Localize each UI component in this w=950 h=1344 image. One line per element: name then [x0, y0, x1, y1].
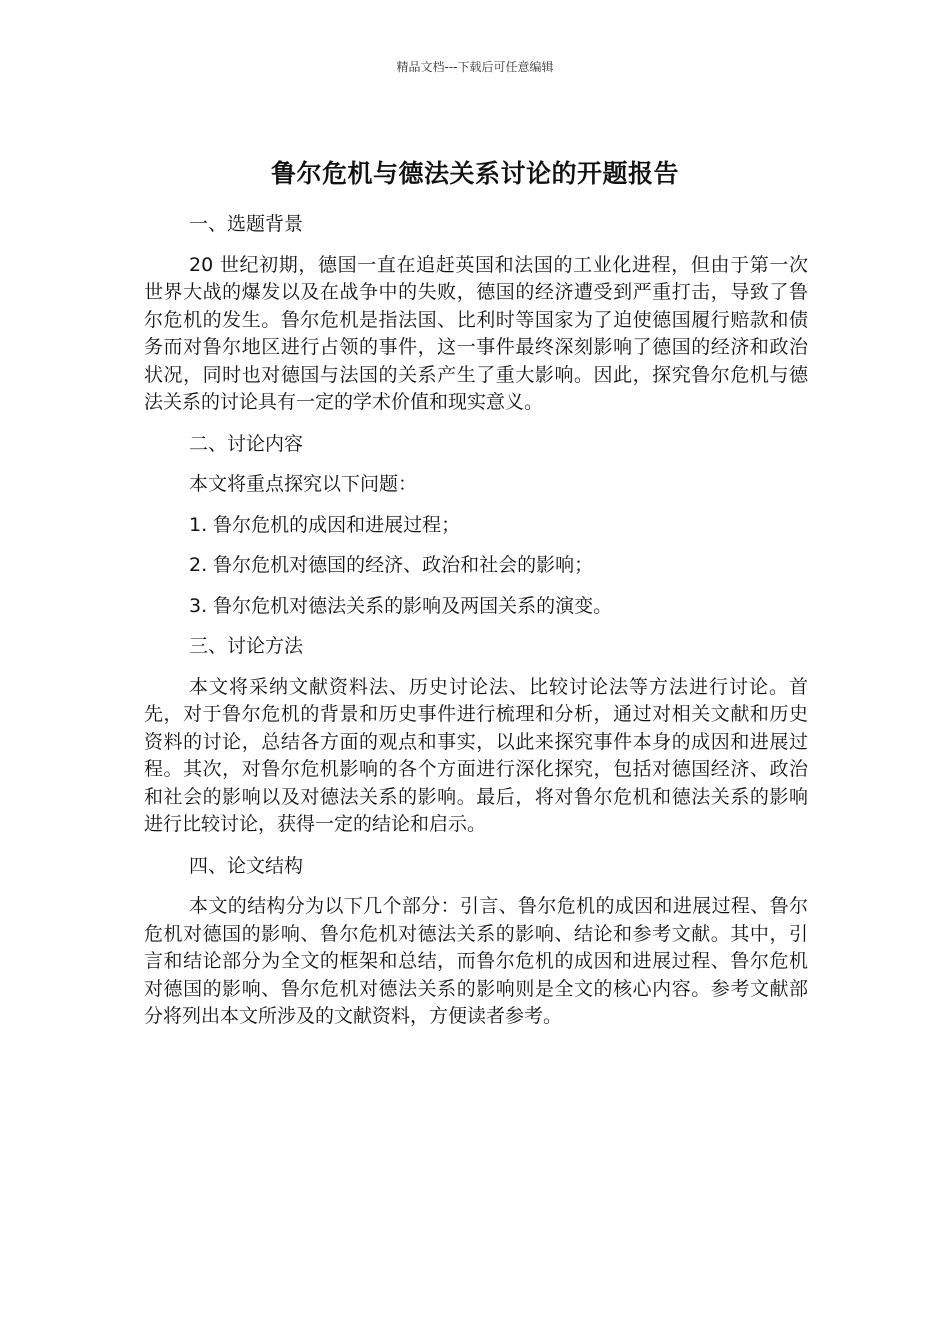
- section-heading: 三、讨论方法: [189, 635, 304, 657]
- document-title: 鲁尔危机与德法关系讨论的开题报告: [270, 158, 679, 188]
- paragraph: 本文将采纳文献资料法、历史讨论法、比较讨论法等方法进行讨论。首先，对于鲁尔危机的背景和历史事件进行梳理和分析，通过对相关文献和历史资料的讨论，总结各方面的观点和事实，以此来探究事件本身的成因和进展过程。其次，对鲁尔危机影响的各个方面进行深化探究，包括对德国经济、政治和社会的影响以及对德法关系的影响。最后，将对鲁尔危机和德法关系的影响进行比较讨论，获得一定的结论和启示。: [144, 675, 808, 835]
- list-item: 2. 鲁尔危机对德国的经济、政治和社会的影响；: [189, 554, 594, 576]
- header-note: 精品文档---下载后可任意编辑: [396, 60, 554, 74]
- list-item: 1. 鲁尔危机的成因和进展过程；: [189, 513, 461, 536]
- paragraph: 本文将重点探究以下问题：: [189, 473, 418, 495]
- list-item: 3. 鲁尔危机对德法关系的影响及两国关系的演变。: [189, 594, 613, 617]
- paragraph: 20 世纪初期，德国一直在追赶英国和法国的工业化进程，但由于第一次世界大战的爆发以及在战争中的失败，德国的经济遭受到严重打击，导致了鲁尔危机的发生。鲁尔危机是指法国、比利时等国家为了迫使德国履行赔款和债务而对鲁尔地区进行占领的事件，这一事件最终深刻影响了德国的经济和政治状况，同时也对德国与法国的关系产生了重大影响。因此，探究鲁尔危机与德法关系的讨论具有一定的学术价值和现实意义。: [144, 253, 808, 413]
- section-heading: 一、选题背景: [189, 213, 304, 235]
- section-heading: 二、讨论内容: [189, 432, 304, 455]
- paragraph: 本文的结构分为以下几个部分：引言、鲁尔危机的成因和进展过程、鲁尔危机对德国的影响、鲁尔危机对德法关系的影响、结论和参考文献。其中，引言和结论部分为全文的框架和总结，而鲁尔危机的成因和进展过程、鲁尔危机对德国的影响、鲁尔危机对德法关系的影响则是全文的核心内容。参考文献部分将列出本文所涉及的文献资料，方便读者参考。: [144, 895, 808, 1027]
- section-heading: 四、论文结构: [189, 854, 304, 877]
- document-body: [144, 211, 808, 1045]
